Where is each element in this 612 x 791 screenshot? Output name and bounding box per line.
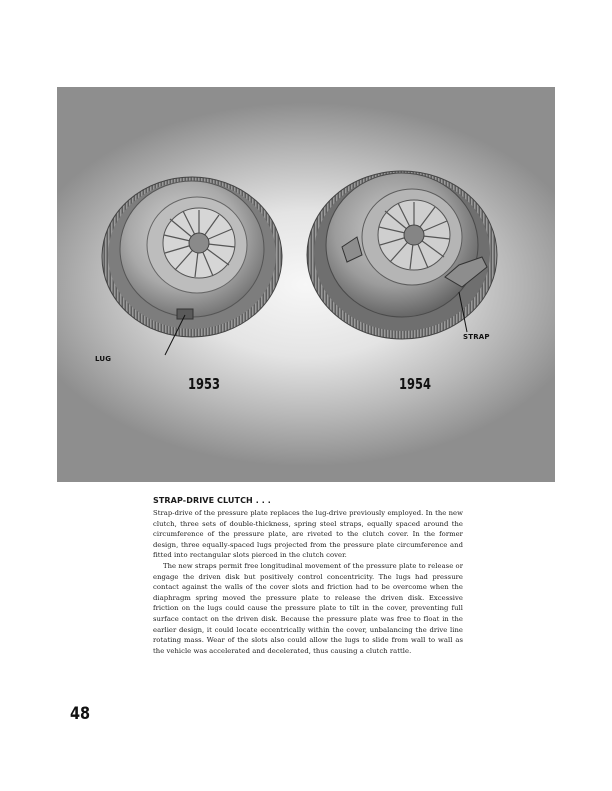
clutch-1953 <box>102 177 282 355</box>
article-paragraph-2: The new straps permit free longitudinal movement of the pressure plate to release or engage the driven disk but positively control concentricity. The lugs had pressure contact against the walls of the cover slots and friction had to be overcome when the diaphragm spring moved the pressure plate to release the driven disk. Excessive friction on the lugs could cause the pressure plate to tilt in the cover, preventing full surface contact on the driven disk. Because the pressure plate was free to float in the earlier design, it could locate eccentrically within the cover, unbalancing the drive line rotating mass. Wear of the slots also could allow the lugs to slide from wall to wall as the vehicle was accelerated and decelerated, thus causing a clutch rattle. <box>153 561 463 655</box>
article-paragraph-1: Strap-drive of the pressure plate replaces the lug-drive previously employed. In the new clutch, three sets of double-thickness, spring steel straps, equally spaced around the circumference of the pressure plate, are riveted to the clutch cover. In the former design, three equally-spaced lugs projected from the pressure plate circumference and fitted into rectangular slots pierced in the clutch cover. <box>153 509 463 560</box>
article <box>153 496 463 656</box>
strap-callout: STRAP <box>463 333 490 341</box>
clutch-illustration <box>57 87 555 482</box>
lug-callout: LUG <box>95 355 112 363</box>
clutch-1954 <box>307 171 497 339</box>
article-heading: STRAP-DRIVE CLUTCH . . . <box>153 496 271 505</box>
page-number: 48 <box>70 704 91 724</box>
year-label-1953: 1953 <box>188 375 220 393</box>
clutch-photograph <box>57 87 555 482</box>
year-label-1954: 1954 <box>399 375 431 393</box>
